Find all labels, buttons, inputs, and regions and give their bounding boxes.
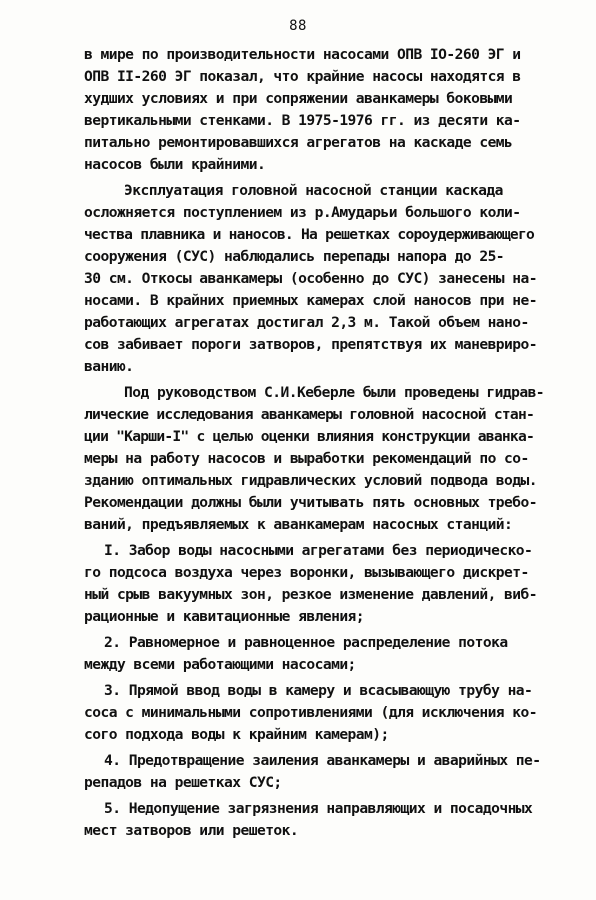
text-line: осложняется поступлением из р.Амударьи большого коли-: [84, 204, 521, 221]
text-line: Под руководством С.И.Keберле были проведены гидрав-: [124, 384, 545, 401]
list-item-line: го подсоса воздуха через воронки, вызывающего дискрет-: [84, 564, 529, 581]
list-item-line: I. Забор воды насосными агрегатами без периодическо-: [104, 542, 533, 559]
text-line: лические исследования аванкамеры головной насосной стан-: [84, 406, 535, 423]
text-line: носами. В крайних приемных камерах слой наносов при не-: [84, 292, 537, 309]
text-line: Эксплуатация головной насосной станции каскада: [124, 182, 503, 199]
text-line: ванию.: [84, 358, 134, 375]
list-item-line: 5. Недопущение загрязнения направляющих и посадочных: [104, 800, 533, 817]
list-item-line: репадов на решетках СУС;: [84, 774, 282, 791]
text-line: сов забивает пороги затворов, препятствуя их маневриро-: [84, 336, 537, 353]
text-line: меры на работу насосов и выработки рекомендаций по со-: [84, 450, 529, 467]
text-line: ОПВ II-260 ЭГ показал, что крайние насосы находятся в: [84, 68, 521, 85]
list-item-line: рационные и кавитационные явления;: [84, 608, 365, 625]
list-item-line: между всеми работающими насосами;: [84, 656, 356, 673]
text-line: 30 см. Откосы аванкамеры (особенно до СУС) занесены на-: [84, 270, 537, 287]
text-line: питально ремонтировавшихся агрегатов на каскаде семь: [84, 134, 513, 151]
text-line: работающих агрегатах достигал 2,3 м. Такой объем нано-: [84, 314, 529, 331]
list-item-line: ный срыв вакуумных зон, резкое изменение давлений, виб-: [84, 586, 537, 603]
list-item-line: 2. Равномерное и равноценное распределение потока: [104, 634, 508, 651]
list-item-line: 3. Прямой ввод воды в камеру и всасывающую трубу на-: [104, 682, 533, 699]
text-line: зданию оптимальных гидравлических условий подвода воды.: [84, 472, 537, 489]
list-item-line: мест затворов или решеток.: [84, 822, 299, 839]
text-line: вертикальными стенками. В 1975-1976 гг. из десяти ка-: [84, 112, 521, 129]
text-line: сооружения (СУС) наблюдались перепады напора до 25-: [84, 248, 505, 265]
page-number: 88: [289, 18, 307, 34]
text-line: чества плавника и наносов. На решетках сороудерживающего: [84, 226, 535, 243]
text-line: Рекомендации должны были учитывать пять основных требо-: [84, 494, 537, 511]
text-line: худших условиях и при сопряжении аванкамеры боковыми: [84, 90, 513, 107]
text-line: в мире по производительности насосами ОПВ IO-260 ЭГ и: [84, 46, 521, 63]
text-line: ции "Карши-I" с целью оценки влияния конструкции аванка-: [84, 428, 535, 445]
text-line: ваний, предъявляемых к аванкамерам насосных станций:: [84, 516, 513, 533]
text-line: насосов были крайними.: [84, 156, 266, 173]
list-item-line: соса с минимальными сопротивлениями (для исключения ко-: [84, 704, 537, 721]
list-item-line: 4. Предотвращение заиления аванкамеры и аварийных пе-: [104, 752, 541, 769]
list-item-line: сого подхода воды к крайним камерам);: [84, 726, 389, 743]
